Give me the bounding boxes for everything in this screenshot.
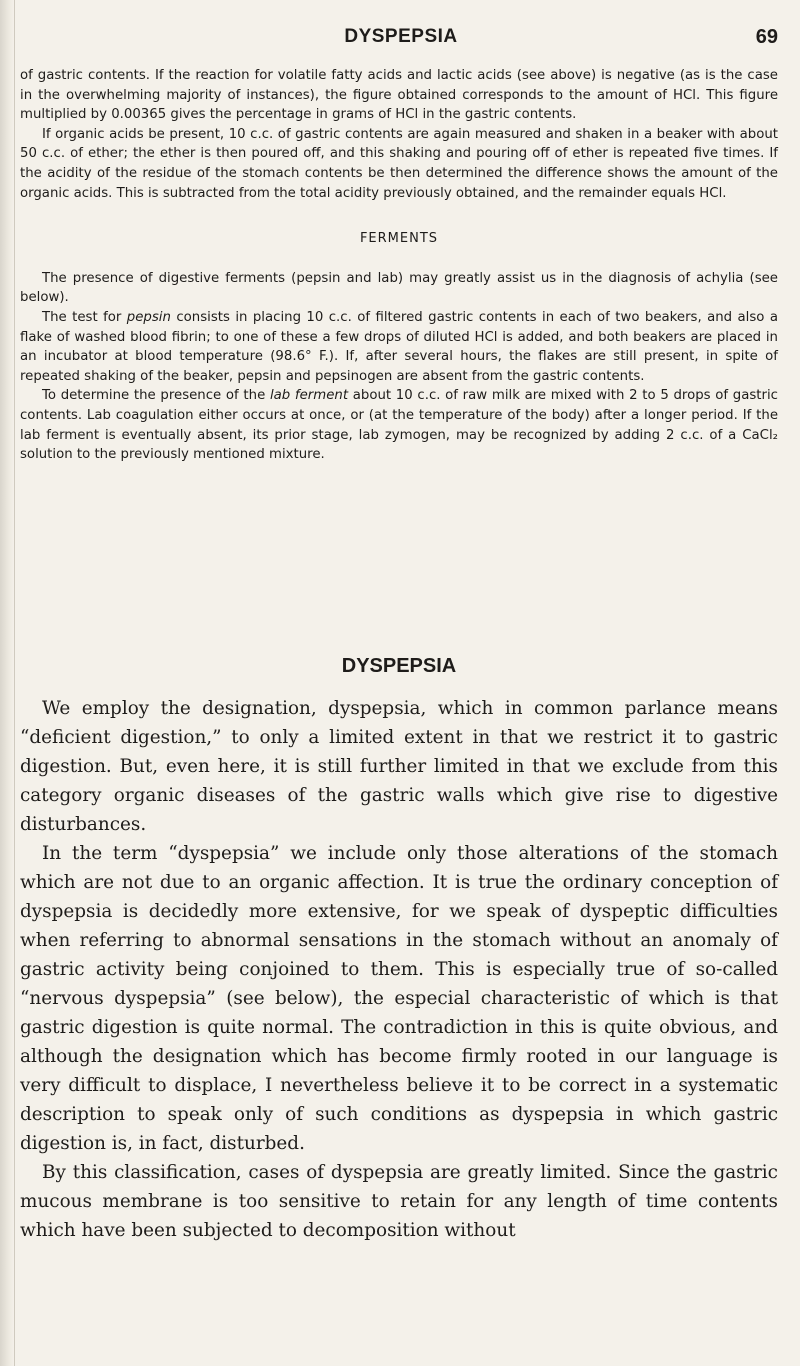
paragraph: In the term “dyspepsia” we include only those alterations of the stomach which are not due to an organic affection. It is true the ordinary conception of dyspepsia is decidedly more extensive, for we speak of dyspeptic difficulties when referring to abnormal sensations in the stomach without an anomaly of gastric activity being conjoined to them. This is especially true of so-called “nervous dyspepsia” (see below), the especial characteristic of which is that gastric digestion is quite normal. The contradiction in this is quite obvious, and although the designation which has become firmly rooted in our language is very difficult to displace, I nevertheless believe it to be correct in a systematic description to speak only of such conditions as dyspepsia in which gastric digestion is, in fact, disturbed.: [20, 843, 778, 1154]
gastric-acid-section: [20, 66, 778, 465]
text-run: The test for: [42, 309, 127, 325]
text-run: about 10 c.c. of raw milk are mixed with 2 to 5 drops of gastric contents. Lab coagulation either occurs at once, or (at the temperature of the body) after a longer period. If the lab ferment is eventually absent, its prior stage, lab zymogen, may be recognized by adding 2 c.c. of a CaCl₂ solution to the previously mentioned mixture.: [20, 388, 778, 463]
paragraph: of gastric contents. If the reaction for volatile fatty acids and lactic acids (see above) is negative (as is the case in the overwhelming majority of instances), the figure obtained corresponds to the amount of HCl. This figure multiplied by 0.00365 gives the percentage in grams of HCl in the gastric contents.: [20, 68, 778, 123]
paragraph: [20, 386, 778, 464]
paragraph: We employ the designation, dyspepsia, which in common parlance means “deficient digestion,” to only a limited extent in that we restrict it to gastric digestion. But, even here, it is still further limited in that we exclude from this category organic diseases of the gastric walls which give rise to digestive disturbances.: [20, 698, 778, 835]
page-header: [20, 26, 782, 56]
running-head: DYSPEPSIA: [344, 26, 458, 47]
text-run: consists in placing 10 c.c. of filtered gastric contents in each of two beakers, and also a flake of washed blood fibrin; to one of these a few drops of diluted HCl is added, and both beakers are placed in an incubator at blood temperature (98.6° F.). If, after several hours, the flakes are still present, in spite of repeated shaking of the beaker, pepsin and pepsinogen are absent from the gastric contents.: [20, 309, 778, 384]
paragraph: [20, 308, 778, 386]
dyspepsia-section: [20, 694, 778, 1245]
paragraph: By this classification, cases of dyspepsia are greatly limited. Since the gastric mucous membrane is too sensitive to retain for any length of time contents which have been subjected to decomposition without: [20, 1162, 778, 1241]
paragraph: If organic acids be present, 10 c.c. of gastric contents are again measured and shaken in a beaker with about 50 c.c. of ether; the ether is then poured off, and this shaking and pouring off of ether is repeated five times. If the acidity of the residue of the stomach contents be then determined the difference shows the amount of the organic acids. This is subtracted from the total acidity previously obtained, and the remainder equals HCl.: [20, 126, 778, 201]
page-number: 69: [755, 26, 778, 48]
emphasis-lab-ferment: lab ferment: [269, 388, 349, 404]
paragraph: The presence of digestive ferments (pepsin and lab) may greatly assist us in the diagnosis of achylia (see below).: [20, 270, 778, 306]
text-run: To determine the presence of the: [42, 388, 270, 404]
page-binding-edge: [0, 0, 15, 1366]
emphasis-pepsin: pepsin: [126, 309, 171, 325]
ferments-heading: FERMENTS: [359, 231, 439, 247]
dyspepsia-heading: DYSPEPSIA: [341, 655, 457, 677]
